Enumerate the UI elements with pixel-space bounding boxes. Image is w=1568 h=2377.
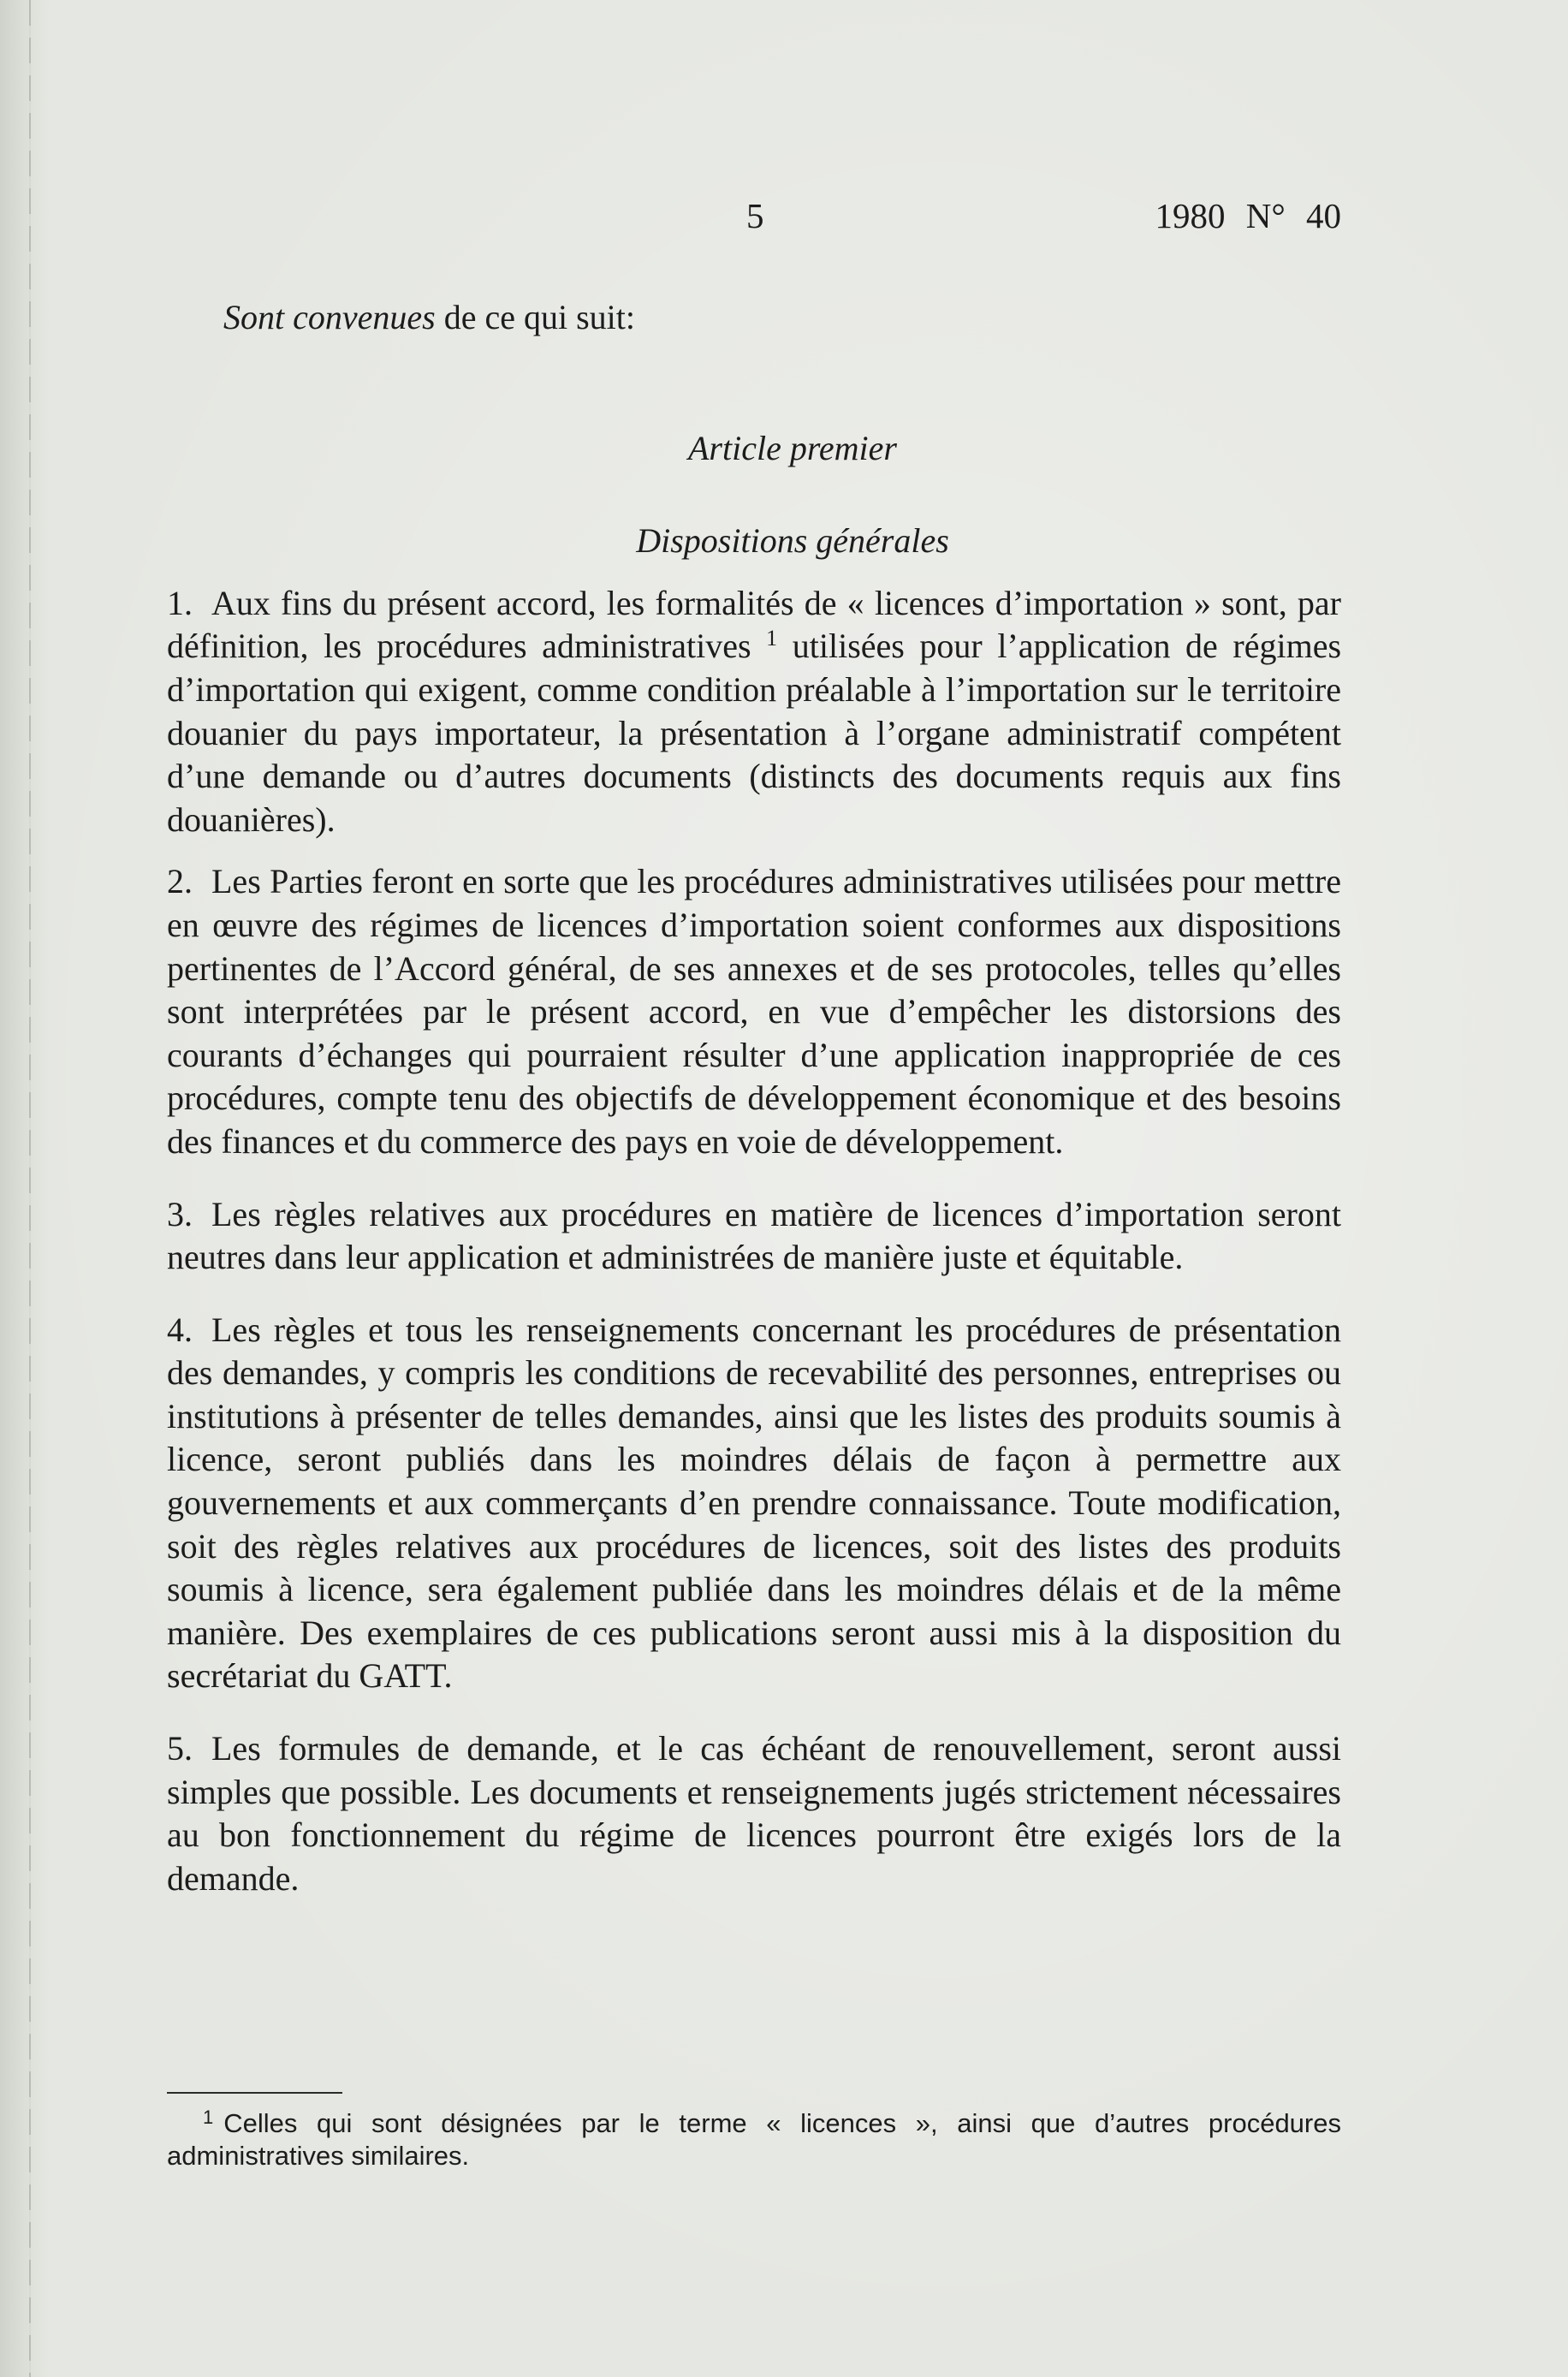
paragraph-number: 4. [167,1310,193,1349]
footnote-reference: 1 [766,626,778,651]
publication-year-number: 1980 N° 40 [1155,196,1341,235]
paragraph-3 [167,1193,1341,1280]
paragraph-text: Aux fins du présent accord, les formalités de « licences d’importation » sont, par définition, les procédures administratives [167,583,1341,666]
paragraph-number: 1. [167,583,193,622]
paragraph-2 [167,860,1341,1163]
paragraph-text-continued: utilisées pour l’application de régimes d’importation qui exigent, comme condition préalable à l’importation sur le territoire douanier du pays importateur, la présentation à l’organe administratif compétent d’une demande ou d’autres documents (distincts des documents requis aux fins douanières). [167,627,1342,839]
paragraph-number: 3. [167,1194,193,1233]
paragraph-text: Les règles et tous les renseignements concernant les procédures de présentation des demandes, y compris les conditions de recevabilité des personnes, entreprises ou institutions à présenter de telles demandes, ainsi que les listes des produits soumis à licence, seront publiés dans les moindres délais de façon à permettre aux gouvernements et aux commerçants d’en prendre connaissance. Toute modification, soit des règles relatives aux procédures de licences, soit des listes des produits soumis à licence, sera également publiée dans les moindres délais et de la même manière. Des exemplaires de ces publications seront aussi mis à la disposition du secrétariat du GATT. [167,1310,1341,1696]
binding-stitch-line [29,0,31,2377]
footnote [167,2101,1341,2172]
paragraph-text: Les formules de demande, et le cas échéant de renouvellement, seront aussi simples que possible. Les documents et renseignements jugés strictement nécessaires au bon fonctionnement du régime de licences pourront être exigés lors de la demande. [167,1729,1341,1898]
document-body [167,296,1341,1900]
paragraph-text: Les règles relatives aux procédures en matière de licences d’importation seront neutres dans leur application et administrées de manière juste et équitable. [167,1194,1341,1277]
intro-line [167,296,1341,340]
footnote-mark: 1 [203,2107,214,2128]
paragraph-5 [167,1727,1341,1900]
paragraph-text: Les Parties feront en sorte que les procédures administratives utilisées pour mettre en œuvre des régimes de licences d’importation soient conformes aux dispositions pertinentes de l’Accord général, de ses annexes et de ses protocoles, telles qu’elles sont interprétées par le présent accord, en vue d’empêcher les distorsions des courants d’échanges qui pourraient résulter d’une application inappropriée de ces procédures, compte tenu des objectifs de développement économique et des besoins des finances et du commerce des pays en voie de développement. [167,862,1341,1161]
footnote-divider [167,2092,342,2094]
section-title: Dispositions générales [636,521,949,561]
footnote-text: Celles qui sont désignées par le terme « licences », ainsi que d’autres procédures administratives similaires. [167,2108,1341,2171]
page-binding-edge [0,0,50,2377]
article-title: Article premier [687,428,897,467]
paragraph-1 [167,582,1341,842]
paragraph-number: 2. [167,862,193,901]
page-header [167,195,1341,247]
paragraph-number: 5. [167,1729,193,1768]
page-number: 5 [746,196,764,235]
paragraph-4 [167,1309,1341,1698]
intro-italic-phrase: Sont convenues [223,298,436,336]
intro-rest: de ce qui suit: [435,298,635,336]
